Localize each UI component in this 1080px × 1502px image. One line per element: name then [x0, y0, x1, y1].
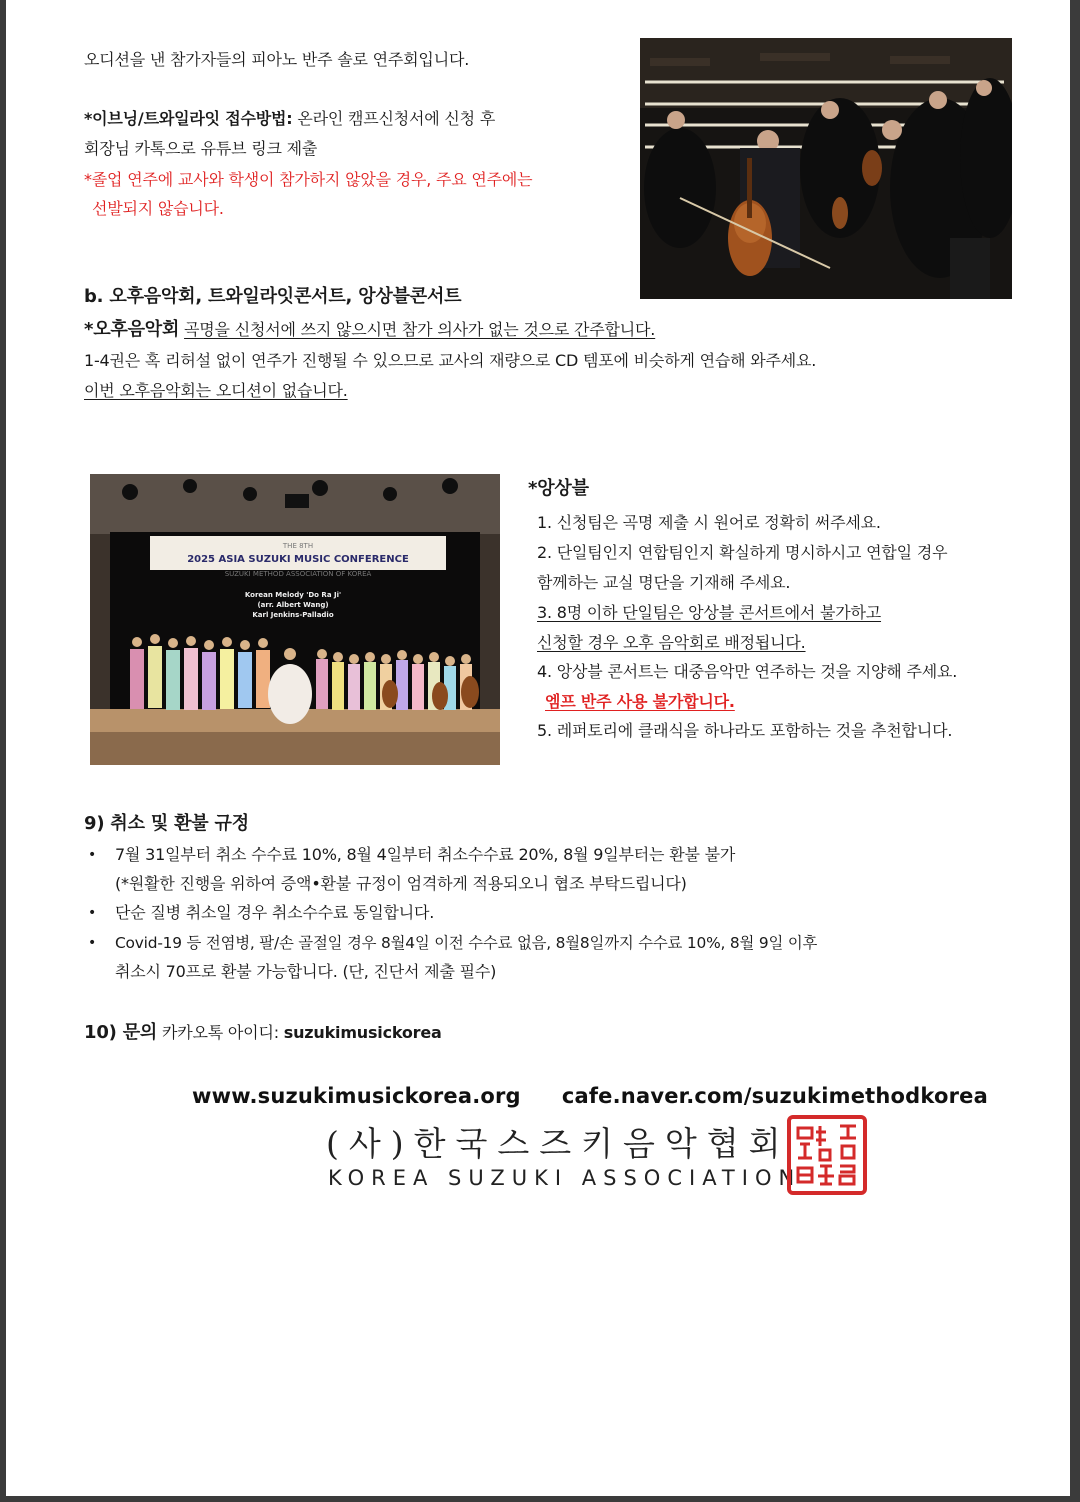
refund-heading: 9) 취소 및 환불 규정 [84, 813, 249, 834]
website-link[interactable]: www.suzukimusickorea.org [192, 1084, 521, 1108]
orchestra-photo [640, 38, 1012, 299]
afternoon-label-text: 곡명을 신청서에 쓰지 않으시면 참가 의사가 없는 것으로 간주합니다. [184, 320, 656, 339]
bullet-1: • [88, 847, 97, 863]
refund-item-2: 단순 질병 취소일 경우 취소수수료 동일합니다. [115, 903, 435, 922]
screen-line-2: (arr. Albert Wang) [257, 601, 329, 609]
red-note-2: 선발되지 않습니다. [92, 199, 224, 218]
evening-text-2: 회장님 카톡으로 유튜브 링크 제출 [84, 139, 318, 158]
screen-line-1: Korean Melody 'Do Ra Ji' [244, 591, 342, 599]
refund-item-1: 7월 31일부터 취소 수수료 10%, 8월 4일부터 취소수수료 20%, 8월 9일부터는 환불 불가 [115, 845, 736, 864]
section-b-heading: b. 오후음악회, 트와일라잇콘서트, 앙상블콘서트 [84, 286, 462, 307]
footer-links [192, 1084, 988, 1108]
ensemble-item-5: 5. 레퍼토리에 클래식을 하나라도 포함하는 것을 추천합니다. [537, 721, 953, 740]
frame-left [0, 0, 6, 1502]
stage-photo [90, 474, 500, 765]
banner-sub: SUZUKI METHOD ASSOCIATION OF KOREA [224, 570, 372, 578]
org-name-korean: (사)한국스즈키음악협회 [326, 1124, 791, 1163]
contact-text: 카카오톡 아이디: [162, 1023, 279, 1042]
afternoon-line-2: 1-4권은 혹 리허설 없이 연주가 진행될 수 있으므로 교사의 재량으로 CD 템포에 비슷하게 연습해 와주세요. [84, 351, 817, 370]
ensemble-item-1: 1. 신청팀은 곡명 제출 시 원어로 정확히 써주세요. [537, 513, 881, 532]
conference-banner [150, 536, 446, 578]
banner-top: THE 8TH [282, 542, 314, 550]
ensemble-item-2a: 2. 단일팀인지 연합팀인지 확실하게 명시하시고 연합일 경우 [537, 543, 948, 562]
afternoon-label: *오후음악회 [84, 319, 180, 340]
ensemble-item-4: 4. 앙상블 콘서트는 대중음악만 연주하는 것을 지양해 주세요. [537, 662, 958, 681]
frame-bottom [0, 1496, 1080, 1502]
bullet-2: • [88, 905, 97, 921]
ensemble-heading: *앙상블 [528, 478, 589, 499]
refund-item-3: Covid-19 등 전염병, 팔/손 골절일 경우 8월4일 이전 수수료 없음, 8월8일까지 수수료 10%, 8월 9일 이후 [115, 934, 818, 952]
contact-line [84, 1023, 442, 1043]
ensemble-item-3b: 신청할 경우 오후 음악회로 배정됩니다. [537, 633, 806, 652]
intro-line: 오디션을 낸 참가자들의 피아노 반주 솔로 연주회입니다. [84, 50, 470, 69]
evening-label: *이브닝/트와일라잇 접수방법: [84, 109, 293, 128]
evening-method [84, 109, 495, 129]
banner-title: 2025 ASIA SUZUKI MUSIC CONFERENCE [187, 554, 409, 565]
afternoon-concert-line [84, 320, 655, 340]
screen-line-3: Karl Jenkins-Palladio [252, 611, 334, 619]
refund-item-1-sub: (*원활한 진행을 위하여 증액•환불 규정이 엄격하게 적용되오니 협조 부탁드립니다) [115, 874, 687, 893]
red-note-1: *졸업 연주에 교사와 학생이 참가하지 않았을 경우, 주요 연주에는 [84, 170, 533, 189]
frame-right [1070, 0, 1080, 1502]
org-name-english: KOREA SUZUKI ASSOCIATION [328, 1166, 802, 1190]
cafe-link[interactable]: cafe.naver.com/suzukimethodkorea [561, 1084, 988, 1108]
official-seal-icon [786, 1114, 868, 1196]
bullet-3: • [88, 935, 97, 951]
evening-text: 온라인 캠프신청서에 신청 후 [292, 109, 496, 128]
amp-warning: 엠프 반주 사용 불가합니다. [545, 692, 735, 711]
ensemble-item-3a: 3. 8명 이하 단일팀은 앙상블 콘서트에서 불가하고 [537, 603, 882, 622]
contact-heading: 10) 문의 [84, 1022, 158, 1043]
kakao-id[interactable]: suzukimusickorea [283, 1023, 442, 1042]
afternoon-line-3: 이번 오후음악회는 오디션이 없습니다. [84, 381, 348, 400]
stage-screen [218, 590, 368, 620]
ensemble-item-2b: 함께하는 교실 명단을 기재해 주세요. [537, 573, 791, 592]
refund-item-3-sub: 취소시 70프로 환불 가능합니다. (단, 진단서 제출 필수) [115, 962, 497, 981]
